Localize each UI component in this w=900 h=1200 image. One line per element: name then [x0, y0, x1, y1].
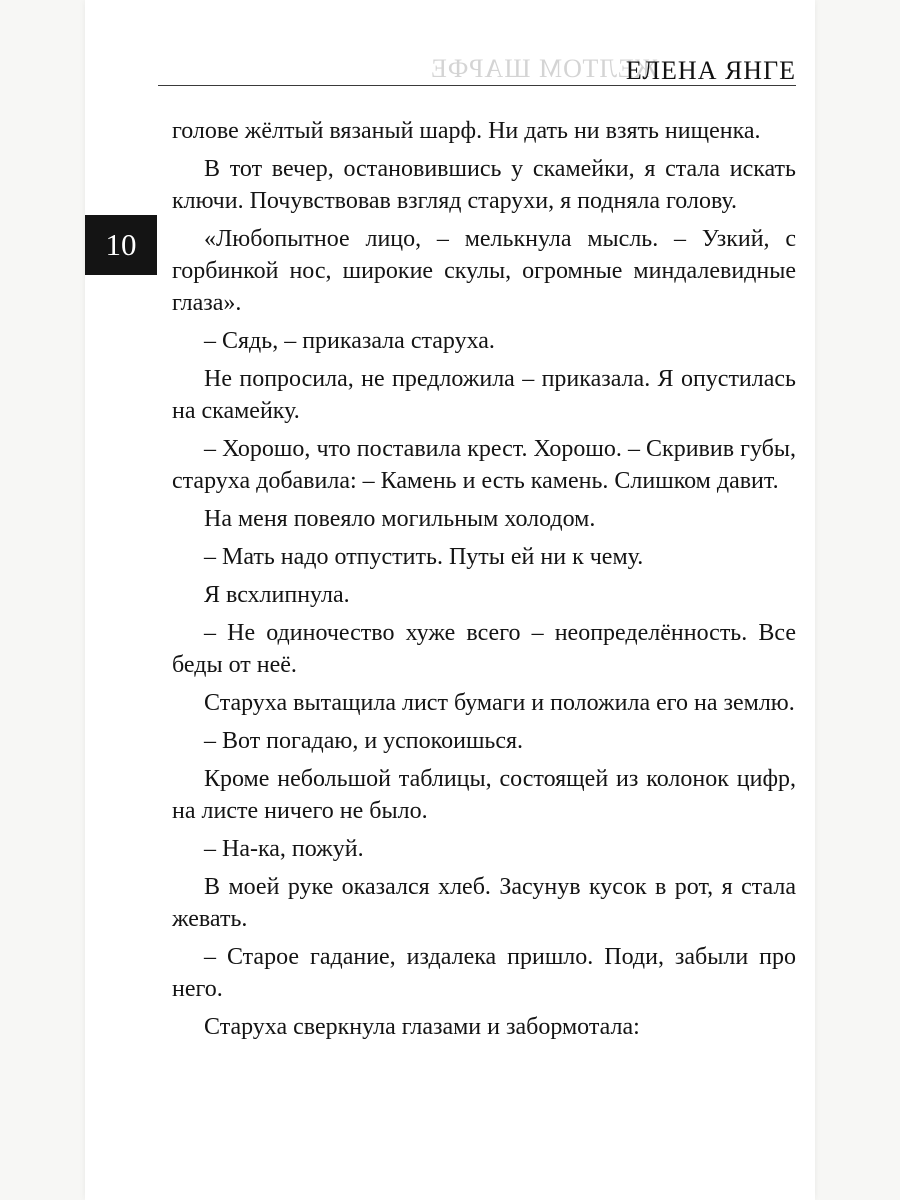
paragraph: Старуха сверкнула глазами и забормотала: [204, 1014, 640, 1040]
paragraph: Старуха вытащила лист бумаги и положила его на землю. [204, 690, 795, 716]
paragraph: На меня повеяло могильным холодом. [204, 506, 596, 532]
paragraph: – Мать надо отпустить. Путы ей ни к чему. [204, 544, 644, 570]
paragraph: «Любопытное лицо, – мелькнула мысль. – Узкий, с горбинкой нос, широкие скулы, огромные миндалевидные глаза». [172, 226, 796, 316]
page-number: 10 [85, 215, 157, 275]
paragraph: – Сядь, – приказала старуха. [204, 328, 495, 354]
paragraph: – Вот погадаю, и успокоишься. [204, 728, 524, 754]
body-text [172, 115, 796, 1049]
paragraph: голове жёлтый вязаный шарф. Ни дать ни взять нищенка. [172, 118, 761, 144]
paragraph: Я всхлипнула. [204, 582, 350, 608]
bleed-through-heading: ЖЕЛТОМ ШАРФЕ [430, 54, 658, 83]
paragraph: В моей руке оказался хлеб. Засунув кусок в рот, я стала жевать. [172, 874, 796, 932]
header-rule [158, 85, 796, 86]
paragraph: – Хорошо, что поставила крест. Хорошо. – Скривив губы, старуха добавила: – Камень и есть камень. Слишком давит. [172, 436, 796, 494]
paragraph: В тот вечер, остановившись у скамейки, я стала искать ключи. Почувствовав взгляд старухи, я подняла голову. [172, 156, 796, 214]
paragraph: – Не одиночество хуже всего – неопределённость. Все беды от неё. [172, 620, 796, 678]
running-head-author: ЕЛЕНА ЯНГЕ [625, 56, 796, 85]
paragraph: – Старое гадание, издалека пришло. Поди, забыли про него. [172, 944, 796, 1002]
paragraph: Не попросила, не предложила – приказала. Я опустилась на скамейку. [172, 366, 796, 424]
paragraph: Кроме небольшой таблицы, состоящей из колонок цифр, на листе ничего не было. [172, 766, 796, 824]
paragraph: – На-ка, пожуй. [204, 836, 364, 862]
